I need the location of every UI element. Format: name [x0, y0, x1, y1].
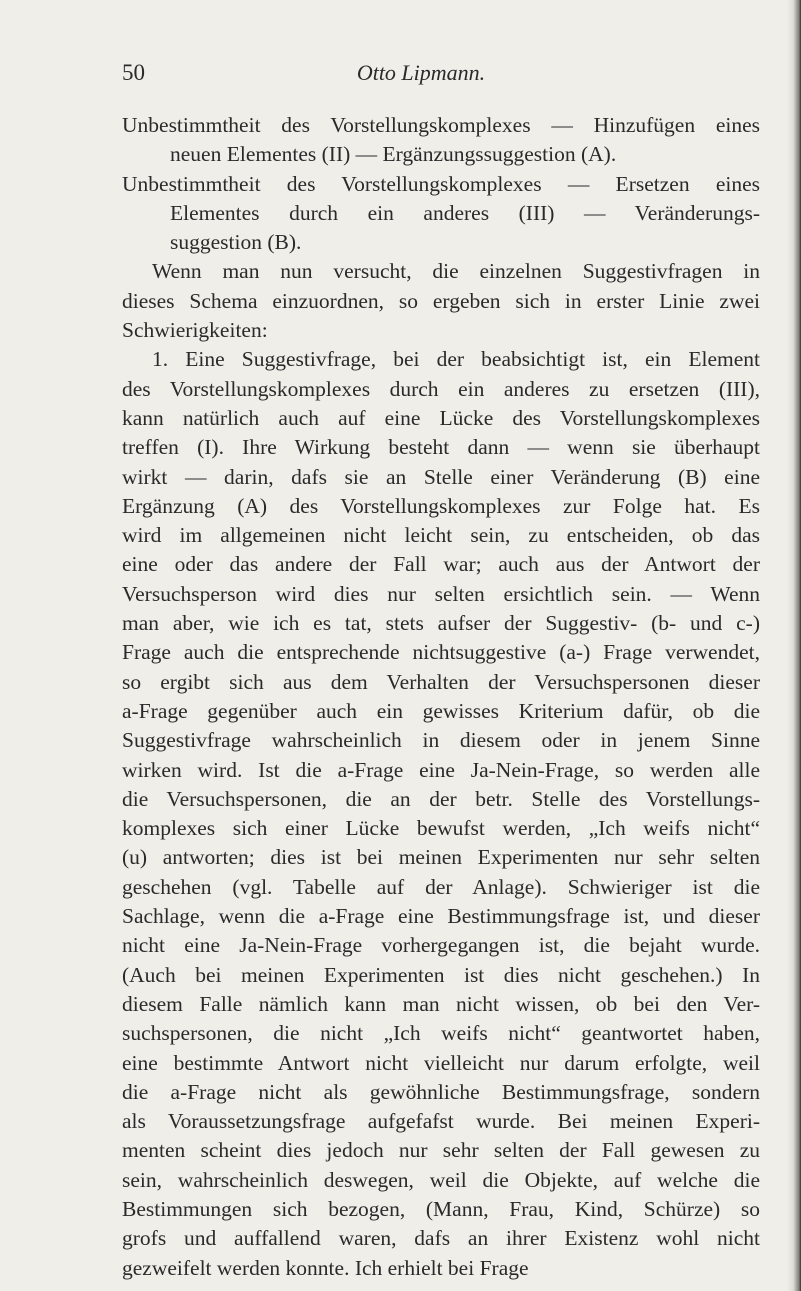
text-line: (Auch bei meinen Experimenten ist dies nicht geschehen.) In	[122, 962, 760, 987]
text-line: Sachlage, wenn die a-Frage eine Bestimmungsfrage ist, und dieser	[122, 904, 760, 929]
text-line: sein, wahrscheinlich deswegen, weil die Objekte, auf welche die	[122, 1167, 760, 1192]
text-line: Unbestimmtheit des Vorstellungskomplexes — Hinzufügen eines	[122, 113, 760, 137]
text-line: menten scheint dies jedoch nur sehr selten der Fall gewesen zu	[122, 1138, 760, 1163]
text-line: komplexes sich einer Lücke bewufst werden, „Ich weifs nicht“	[122, 816, 760, 841]
text-line: geschehen (vgl. Tabelle auf der Anlage). Schwieriger ist die	[122, 874, 760, 899]
text-line: Suggestivfrage wahrscheinlich in diesem oder in jenem Sinne	[122, 728, 760, 753]
text-line: suchspersonen, die nicht „Ich weifs nicht“ geantwortet haben,	[122, 1021, 760, 1046]
text-line: Wenn man nun versucht, die einzelnen Suggestivfragen in	[152, 259, 760, 284]
page-header	[122, 60, 760, 92]
text-line: nicht eine Ja-Nein-Frage vorhergegangen ist, die bejaht wurde.	[122, 933, 760, 958]
text-line: (u) antworten; dies ist bei meinen Experimenten nur sehr selten	[122, 845, 760, 870]
body-text	[122, 111, 760, 1283]
text-line: a-Frage gegenüber auch ein gewisses Kriterium dafür, ob die	[122, 698, 760, 723]
text-line: 1. Eine Suggestivfrage, bei der beabsichtigt ist, ein Element	[152, 347, 760, 372]
text-line: die a-Frage nicht als gewöhnliche Bestimmungsfrage, sondern	[122, 1079, 760, 1104]
text-line: treffen (I). Ihre Wirkung besteht dann — wenn sie überhaupt	[122, 435, 760, 460]
text-line: neuen Elementes (II) — Ergänzungssuggestion (A).	[170, 142, 617, 167]
page-number: 50	[122, 60, 145, 85]
text-line: Versuchsperson wird dies nur selten ersichtlich sein. — Wenn	[122, 581, 760, 606]
text-line: als Voraussetzungsfrage aufgefafst wurde. Bei meinen Experi-	[122, 1109, 760, 1134]
text-line: dieses Schema einzuordnen, so ergeben sich in erster Linie zwei	[122, 288, 760, 313]
running-head: Otto Lipmann.	[356, 60, 486, 85]
text-line: Elementes durch ein anderes (III) — Veränderungs-	[170, 200, 760, 225]
text-line: Unbestimmtheit des Vorstellungskomplexes — Ersetzen eines	[122, 171, 760, 196]
text-line: Bestimmungen sich bezogen, (Mann, Frau, Kind, Schürze) so	[122, 1196, 760, 1221]
text-line: kann natürlich auch auf eine Lücke des Vorstellungskomplexes	[122, 405, 760, 430]
text-line: des Vorstellungskomplexes durch ein anderes zu ersetzen (III),	[122, 376, 760, 401]
text-line: suggestion (B).	[170, 230, 302, 255]
text-line: eine oder das andere der Fall war; auch aus der Antwort der	[122, 552, 760, 577]
text-line: wirkt — darin, dafs sie an Stelle einer Veränderung (B) eine	[122, 464, 760, 489]
text-line: wird im allgemeinen nicht leicht sein, zu entscheiden, ob das	[122, 523, 760, 548]
text-line: wirken wird. Ist die a-Frage eine Ja-Nein-Frage, so werden alle	[122, 757, 760, 782]
text-line: Ergänzung (A) des Vorstellungskomplexes zur Folge hat. Es	[122, 493, 760, 518]
page-edge-shadow	[787, 0, 801, 1291]
text-line: man aber, wie ich es tat, stets aufser der Suggestiv- (b- und c-)	[122, 611, 760, 636]
text-line: grofs und auffallend waren, dafs an ihrer Existenz wohl nicht	[122, 1226, 760, 1251]
text-line: eine bestimmte Antwort nicht vielleicht nur darum erfolgte, weil	[122, 1050, 760, 1075]
text-line: so ergibt sich aus dem Verhalten der Versuchspersonen dieser	[122, 669, 760, 694]
text-line: gezweifelt werden konnte. Ich erhielt bei Frage	[122, 1255, 529, 1280]
text-line: diesem Falle nämlich kann man nicht wissen, ob bei den Ver-	[122, 991, 760, 1016]
text-line: die Versuchspersonen, die an der betr. Stelle des Vorstellungs-	[122, 786, 760, 811]
text-line: Frage auch die entsprechende nichtsuggestive (a-) Frage verwendet,	[122, 640, 760, 665]
text-line: Schwierigkeiten:	[122, 318, 268, 343]
